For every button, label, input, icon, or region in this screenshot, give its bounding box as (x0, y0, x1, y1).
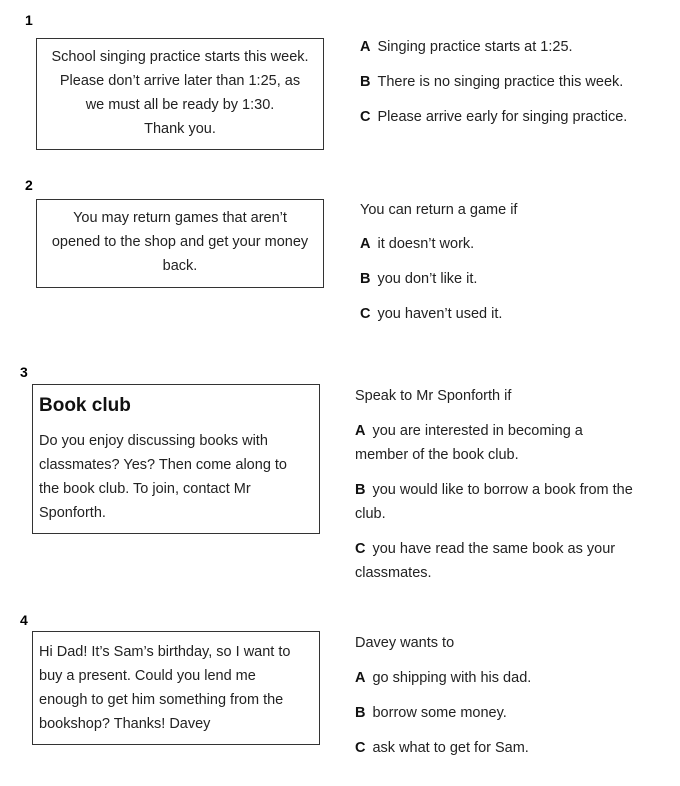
notice-box (32, 631, 320, 745)
answer-option[interactable] (360, 302, 502, 326)
notice-box (32, 384, 320, 534)
question-stem: Davey wants to (355, 635, 455, 651)
answer-option[interactable] (355, 419, 583, 467)
notice-line: Do you enjoy discussing books with (39, 433, 268, 449)
option-text: club. (355, 506, 386, 522)
notice-title: Book club (39, 395, 131, 416)
option-text: ask what to get for Sam. (372, 740, 529, 756)
notice-line: classmates? Yes? Then come along to (39, 457, 288, 473)
notice-line: we must all be ready by 1:30. (85, 97, 275, 113)
question-stem: You can return a game if (360, 202, 518, 218)
question-number: 3 (20, 364, 28, 380)
option-text: classmates. (355, 565, 432, 581)
option-text: Singing practice starts at 1:25. (377, 39, 573, 55)
notice-line: bookshop? Thanks! Davey (39, 716, 211, 732)
answer-option[interactable] (360, 70, 623, 94)
option-letter: C (355, 541, 366, 557)
option-text: There is no singing practice this week. (377, 74, 624, 90)
answer-option[interactable] (355, 701, 507, 725)
option-letter: C (360, 109, 371, 125)
option-letter: B (355, 482, 366, 498)
notice-line: opened to the shop and get your money (51, 234, 309, 250)
option-text: go shipping with his dad. (372, 670, 532, 686)
option-letter: C (355, 740, 366, 756)
option-text: you are interested in becoming a (372, 423, 583, 439)
option-text: it doesn’t work. (377, 236, 475, 252)
option-letter: A (355, 670, 366, 686)
notice-line: enough to get him something from the (39, 692, 284, 708)
answer-option[interactable] (360, 232, 474, 256)
notice-line: Hi Dad! It’s Sam’s birthday, so I want to (39, 644, 291, 660)
option-text: you haven’t used it. (377, 306, 503, 322)
notice-line: the book club. To join, contact Mr (39, 481, 251, 497)
question-number: 4 (20, 612, 28, 628)
option-text: borrow some money. (372, 705, 507, 721)
answer-option[interactable] (360, 35, 573, 59)
notice-box (36, 199, 324, 288)
answer-option[interactable] (360, 267, 477, 291)
answer-option[interactable] (355, 537, 615, 585)
question-number: 2 (25, 177, 33, 193)
notice-line: Sponforth. (39, 505, 106, 521)
answer-option[interactable] (355, 666, 531, 690)
option-letter: A (360, 39, 371, 55)
notice-line: Thank you. (144, 121, 216, 137)
option-letter: A (360, 236, 371, 252)
option-text: you don’t like it. (377, 271, 478, 287)
notice-line: back. (162, 258, 198, 274)
question-number: 1 (25, 12, 33, 28)
option-text: you would like to borrow a book from the (372, 482, 633, 498)
notice-line: buy a present. Could you lend me (39, 668, 256, 684)
option-text: you have read the same book as your (372, 541, 616, 557)
answer-option[interactable] (360, 105, 627, 129)
option-letter: B (355, 705, 366, 721)
notice-line: School singing practice starts this week. (51, 49, 309, 65)
option-letter: B (360, 271, 371, 287)
option-text: member of the book club. (355, 447, 519, 463)
option-letter: A (355, 423, 366, 439)
question-stem: Speak to Mr Sponforth if (355, 388, 512, 404)
option-letter: C (360, 306, 371, 322)
option-text: Please arrive early for singing practice. (377, 109, 628, 125)
answer-option[interactable] (355, 736, 529, 760)
option-letter: B (360, 74, 371, 90)
notice-line: You may return games that aren’t (73, 210, 287, 226)
notice-line: Please don’t arrive later than 1:25, as (59, 73, 301, 89)
answer-option[interactable] (355, 478, 633, 526)
notice-box (36, 38, 324, 150)
